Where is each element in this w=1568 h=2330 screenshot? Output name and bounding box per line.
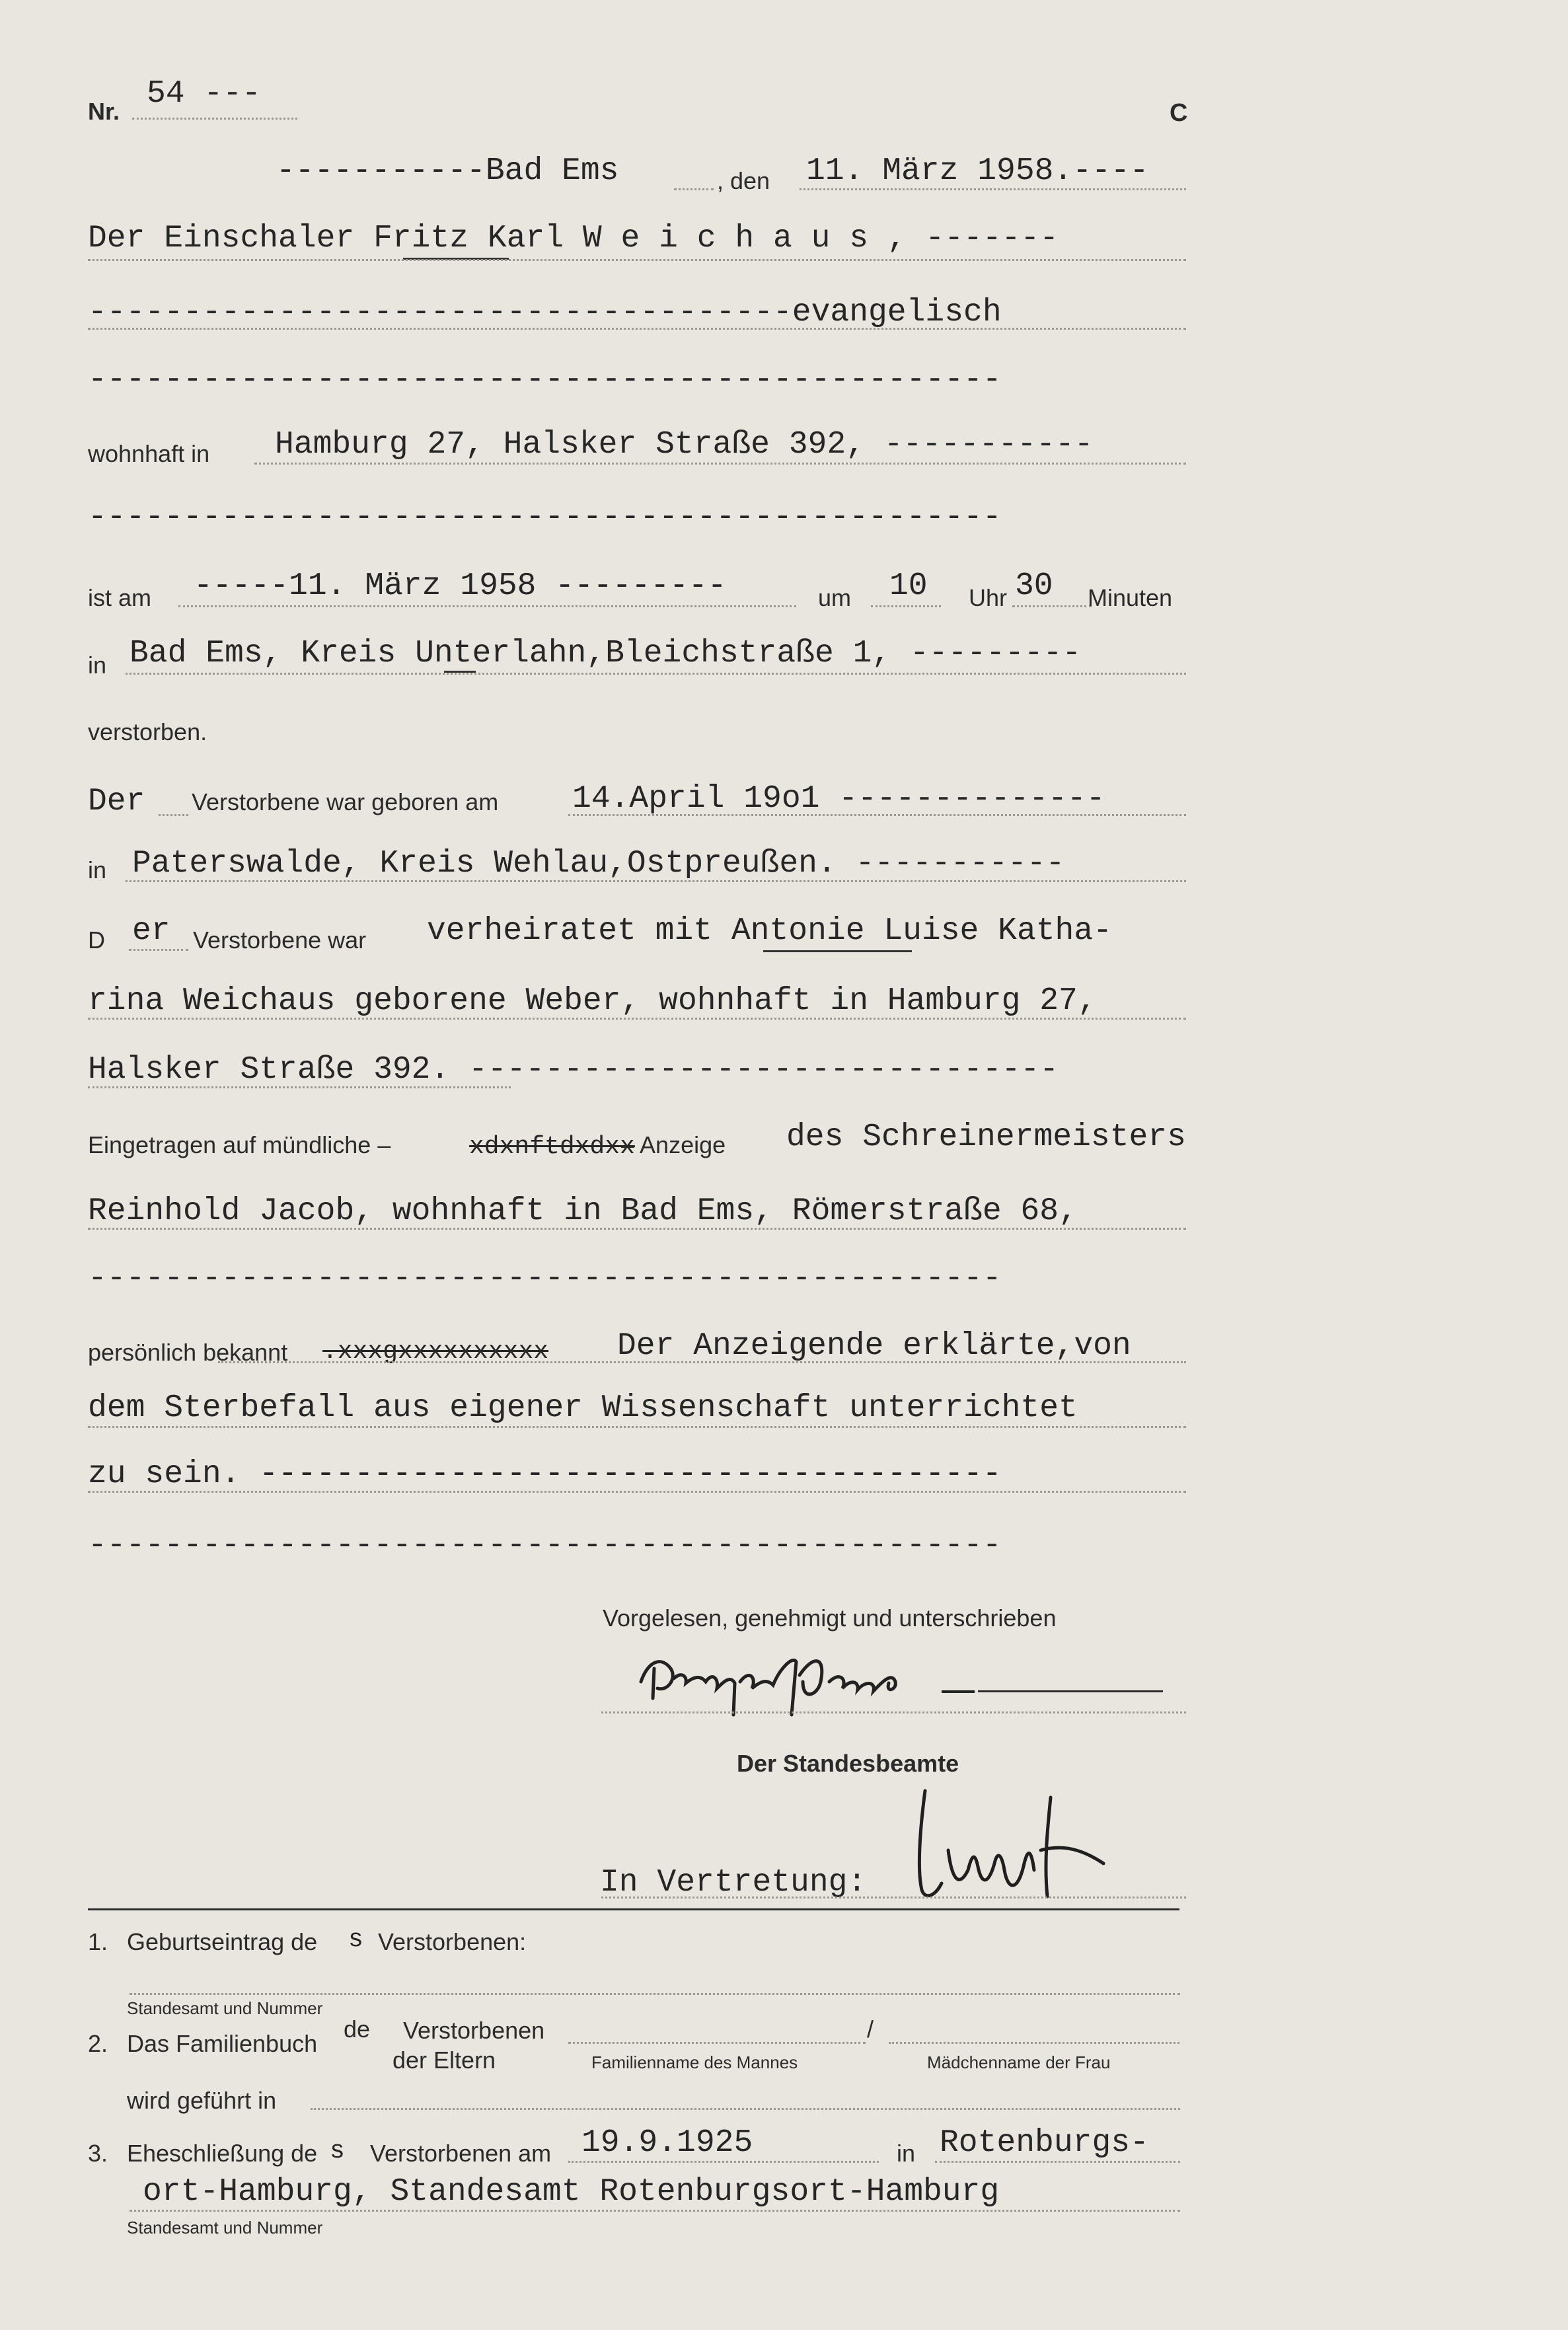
item3-number: 3. — [88, 2140, 108, 2167]
verstorbene-war-label: Verstorbene war — [193, 926, 367, 954]
footer-separator — [88, 1908, 1179, 1910]
standesbeamte-label: Der Standesbeamte — [737, 1750, 959, 1777]
registration-dash-line: ------------------------------------------------ — [88, 1261, 1002, 1297]
verstorben-label: verstorben. — [88, 718, 207, 745]
ist-am-label: ist am — [88, 584, 152, 611]
item1-dotted-line — [130, 1993, 1180, 1995]
bekannt-label: persönlich bekannt — [88, 1339, 288, 1366]
item3-label: Eheschließung de — [127, 2140, 318, 2167]
signature-line — [978, 1690, 1163, 1692]
registration-line-6: zu sein. --------------------------------------- — [88, 1456, 1002, 1492]
anzeige-label: – Anzeige — [621, 1131, 726, 1158]
antonie-underline — [763, 950, 912, 952]
registration-dotted-line-6 — [88, 1491, 1186, 1493]
residence-line-2: ------------------------------------------------ — [88, 500, 1002, 535]
informant-dotted-line — [88, 1228, 1186, 1230]
hour-dotted-line — [871, 605, 941, 607]
person-line-3: ------------------------------------------------ — [88, 362, 1002, 398]
den-label: , den — [717, 167, 770, 194]
person-dotted-line-2 — [88, 328, 1186, 330]
marriage-dotted-line-2 — [88, 1018, 1186, 1020]
registration-line-7: ------------------------------------------------ — [88, 1528, 1002, 1563]
birth-place-dotted-line — [126, 880, 1186, 882]
place-dotted-line — [674, 188, 714, 190]
item2-gefuehrt: wird geführt in — [127, 2087, 277, 2114]
marriage-line-1: verheiratet mit Antonie Luise Katha- — [427, 913, 1112, 949]
vertretung-dotted-line — [601, 1897, 1186, 1898]
item3-label-2: Verstorbenen am — [370, 2140, 552, 2167]
item2-frau-label: Mädchenname der Frau — [927, 2052, 1111, 2072]
item2-number: 2. — [88, 2030, 108, 2057]
residence-value: Hamburg 27, Halsker Straße 392, ----------- — [275, 427, 1094, 463]
item3-date: 19.9.1925 — [581, 2125, 753, 2161]
nr-dotted-line — [132, 118, 297, 120]
informant-title: des Schreinermeisters — [786, 1119, 1186, 1155]
uhr-label: Uhr — [969, 584, 1008, 611]
birth-place: Paterswalde, Kreis Wehlau,Ostpreußen. ----------- — [132, 846, 1065, 882]
bekannt-dotted-line — [218, 1361, 1186, 1363]
item2-verstorbenen: Verstorbenen — [403, 2017, 545, 2044]
item3-in: in — [897, 2140, 916, 2167]
item3-place-2: ort-Hamburg, Standesamt Rotenburgsort-Hamburg — [143, 2174, 1000, 2210]
vertretung-label: In Vertretung: — [600, 1865, 867, 1900]
person-dotted-line-1 — [88, 259, 1186, 261]
item3-date-dotted-line — [568, 2161, 879, 2163]
item3-place-2-dotted-line — [130, 2210, 1180, 2212]
eingetragen-label: Eingetragen auf mündliche – — [88, 1131, 391, 1158]
item2-mann-label: Familienname des Mannes — [591, 2052, 798, 2072]
item2-slash: / — [867, 2015, 874, 2043]
letter-c: C — [1170, 99, 1188, 127]
er-dotted-line — [129, 949, 188, 951]
um-label: um — [818, 584, 852, 611]
item2-de: de — [344, 2015, 371, 2043]
standesamt-label-3: Standesamt und Nummer — [127, 2218, 323, 2237]
death-place-dotted-line — [126, 673, 1186, 675]
standesamt-label-1: Standesamt und Nummer — [127, 1998, 323, 2018]
item2-frau-dotted-line — [889, 2042, 1179, 2044]
minuten-label: Minuten — [1088, 584, 1173, 611]
death-date-dotted-line — [178, 605, 796, 607]
item1-label: Geburtseintrag de — [127, 1928, 318, 1955]
birth-date: 14.April 19o1 -------------- — [572, 781, 1105, 817]
item3-s: s — [330, 2137, 345, 2165]
birth-date-dotted-line — [568, 814, 1186, 816]
informant-line: Reinhold Jacob, wohnhaft in Bad Ems, Römerstraße 68, — [88, 1193, 1078, 1229]
nr-label: Nr. — [88, 98, 120, 125]
death-place: Bad Ems, Kreis Unterlahn,Bleichstraße 1, --------- — [130, 636, 1082, 671]
death-date: -----11. März 1958 --------- — [194, 568, 727, 604]
marriage-line-2: rina Weichaus geborene Weber, wohnhaft in Hamburg 27, — [88, 983, 1097, 1019]
death-in-label: in — [88, 652, 107, 679]
death-minutes: 30 — [1015, 568, 1053, 604]
item1-s: s — [348, 1926, 363, 1954]
item1-number: 1. — [88, 1928, 108, 1955]
item2-mann-dotted-line — [568, 2042, 866, 2044]
der-dotted-line — [159, 814, 188, 816]
struck-schriftlicher: xdxnftdxdxx — [469, 1133, 635, 1161]
registration-dotted-line-5 — [88, 1426, 1186, 1428]
informant-signature — [634, 1642, 978, 1748]
birth-in-label: in — [88, 856, 107, 883]
item1-label-2: Verstorbenen: — [378, 1928, 527, 1955]
item3-place-dotted-line — [935, 2161, 1180, 2163]
item2-label: Das Familienbuch — [127, 2030, 318, 2057]
minutes-dotted-line — [1012, 605, 1092, 607]
record-date: 11. März 1958.---- — [806, 153, 1149, 189]
registration-line-4: Der Anzeigende erklärte,von — [617, 1328, 1131, 1364]
registration-line-5: dem Sterbefall aus eigener Wissenschaft unterrichtet — [88, 1390, 1078, 1426]
person-line-1: Der Einschaler Fritz Karl W e i c h a u s , ------- — [88, 221, 1059, 256]
date-dotted-line — [800, 188, 1186, 190]
item3-place-1: Rotenburgs- — [940, 2125, 1149, 2161]
geboren-label: Verstorbene war geboren am — [192, 788, 499, 815]
signature-dotted-line — [601, 1711, 1186, 1713]
place-of-record: -----------Bad Ems — [276, 153, 619, 189]
struck-ausgewiesen: .xxxgxxxxxxxxxx — [322, 1337, 549, 1366]
der-label: Der — [88, 784, 145, 819]
item2-gefuehrt-dotted-line — [311, 2108, 1180, 2110]
person-line-2: -------------------------------------evangelisch — [88, 295, 1002, 330]
er-label: er — [132, 913, 170, 949]
death-hour: 10 — [889, 568, 928, 604]
item2-eltern: der Eltern — [392, 2047, 496, 2074]
d-label: D — [88, 926, 105, 954]
marriage-dotted-line-3 — [88, 1086, 511, 1088]
vorgelesen-label: Vorgelesen, genehmigt und unterschrieben — [603, 1604, 1057, 1632]
wohnhaft-label: wohnhaft in — [88, 440, 210, 467]
nr-value: 54 --- — [147, 76, 261, 112]
marriage-line-3: Halsker Straße 392. ------------------------------- — [88, 1052, 1059, 1088]
residence-dotted-line — [254, 463, 1186, 465]
